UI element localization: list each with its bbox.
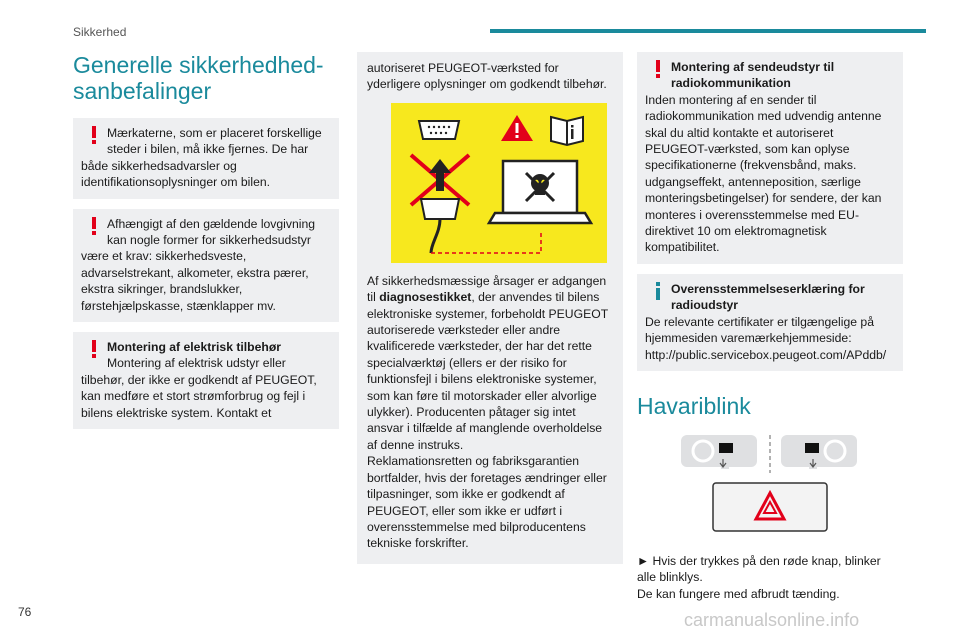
box-first-line: Afhængigt af den gældende lovgivning kan nogle former for sikkerhedsudstyr (107, 216, 316, 248)
plug-icon (421, 199, 459, 253)
column-3 (637, 52, 903, 602)
paragraph-diagnostics (367, 273, 613, 453)
column-1 (73, 52, 339, 439)
warning-box-equipment (73, 209, 339, 322)
paragraph-warranty: Reklamationsretten og fabriksgarantien bortfalder, hvis der foretages ændringer eller tilpasninger, som ikke er godkendt af PEUGEOT, eller som ikke er udført i overensstemmelse med bilproducentens tekniske forskrifter. (367, 454, 607, 551)
warning-exclamation-icon (81, 339, 107, 372)
bold-term: diagnosestikket (379, 290, 472, 305)
steering-wheel-icon (781, 435, 857, 469)
box-text: tilbehør, der ikke er godkendt af PEUGEOT, kan medføre et stort strømforbrug og fejl i bilens elektriske system. Kontakt et (81, 372, 317, 420)
hazard-warning-icon (501, 115, 533, 141)
diagnostic-warning-label-image (391, 103, 607, 263)
laptop-skull-icon (489, 161, 591, 223)
column-2 (357, 52, 623, 574)
warning-exclamation-icon (645, 59, 671, 92)
box-heading: Montering af sendeudstyr til radiokommunikation (671, 60, 835, 91)
box-heading: Montering af elektrisk tilbehør (107, 340, 282, 355)
warning-exclamation-icon (81, 216, 107, 249)
manual-book-icon (551, 117, 583, 145)
diagnostic-connector-icon (419, 121, 459, 139)
hazard-switch-image (637, 433, 903, 545)
warning-box-radio (637, 52, 903, 264)
box-intro-text: autoriseret PEUGEOT-værksted for yderligere oplysninger om godkendt tilbehør. (367, 61, 607, 92)
box-heading: Overensstemmelseserklæring for radioudstyr (671, 281, 865, 313)
warning-box-labels (73, 118, 339, 199)
header-accent-bar (490, 29, 926, 33)
steering-wheel-icon (681, 435, 757, 469)
text-run: Af sikkerhedsmæssige årsager er adgangen til (367, 273, 607, 305)
info-box-declaration (637, 274, 903, 371)
page-number: 76 (18, 605, 32, 619)
box-first-line: Mærkaterne, som er placeret forskellige steder i bilen, må ikke fjernes. De har (107, 126, 322, 157)
info-icon (645, 281, 671, 314)
hazard-paragraph (637, 553, 903, 602)
box-text: Inden montering af en sender til radiokommunikation med udvendig antenne skal du altid kontakte et autoriseret PEUGEOT-værksted, som kan oplyse specifikationerne (frekvensbånd, maks. udgangseffekt, antenneposition, særlige monteringsbetingelser) for sendere, der kan monteres i overensstemmelse med EU-direktivet 10 om elektromagnetisk kompatibilitet. (645, 92, 882, 255)
hazard-warning-button (713, 483, 827, 531)
hazard-note: De kan fungere med afbrudt tænding. (637, 586, 840, 601)
box-text: både sikkerhedsadvarsler og identifikationsoplysninger om bilen. (81, 158, 271, 190)
hazard-instruction: ► Hvis der trykkes på den røde knap, blinker alle blinklys. (637, 553, 881, 585)
box-text: være et krav: sikkerhedsveste, advarselstrekant, alkometer, ekstra pærer, ekstra sikringer, brandslukker, førstehjælpskasse, stænklapper mv. (81, 249, 309, 313)
section-title-safety: Generelle sikkerhedhed-sanbefalinger (73, 52, 324, 104)
section-title-hazard: Havariblink (637, 392, 751, 419)
text-run: , der anvendes til bilens elektroniske systemer, forbeholdt PEUGEOT autoriserede værksteder eller andre kvalificerede værksteder, der har det rette specialværktøj (ellers er der risiko for funktionsfejl i bilens elektroniske systemer, som kan føre til motorskader eller alvorlige ulykker). Producenten påtager sig intet ansvar i tilfælde af manglende overholdelse af denne instruks. (367, 290, 608, 452)
running-header: Sikkerhed (73, 25, 127, 39)
warning-box-accessories (73, 332, 339, 429)
watermark: carmanualsonline.info (684, 610, 860, 630)
warning-exclamation-icon (81, 125, 107, 158)
box-text: De relevante certifikater er tilgængelige på hjemmesiden varemærkehjemmeside: http://public.servicebox.peugeot.com/APddb/ (645, 314, 887, 362)
box-first-line: Montering af elektrisk udstyr eller (107, 356, 286, 371)
warning-box-diagnostics (357, 52, 623, 564)
no-connection-icon (411, 155, 469, 205)
